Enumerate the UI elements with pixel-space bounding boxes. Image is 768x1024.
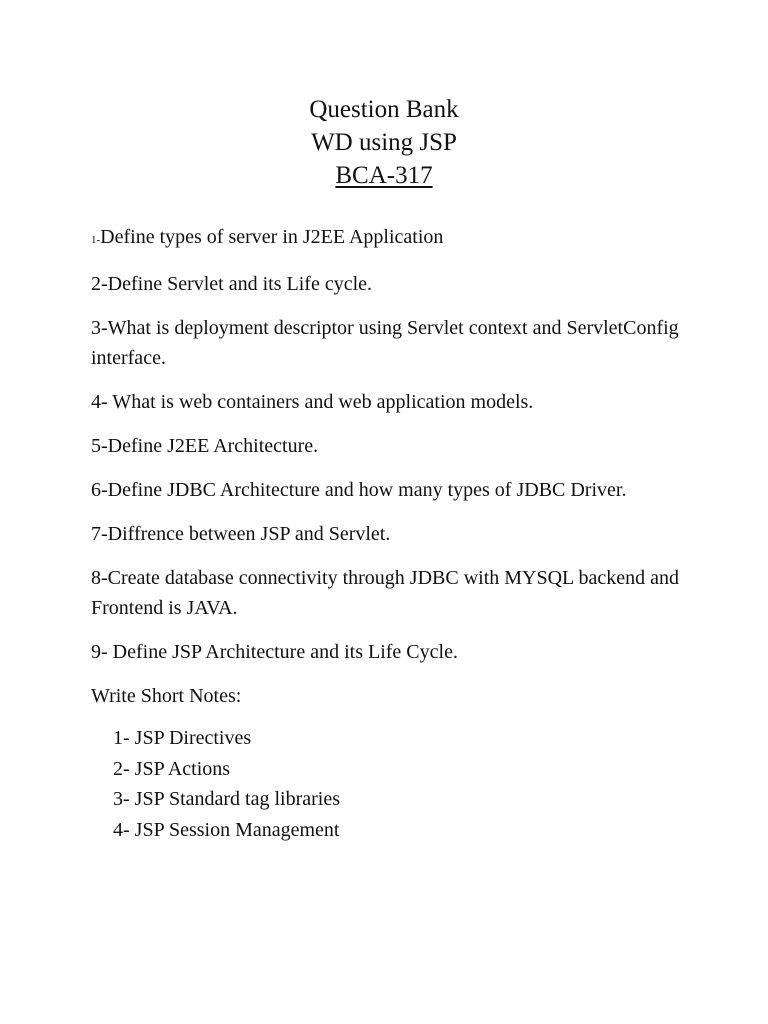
- question-text: What is deployment descriptor using Servlet context and ServletConfig interface.: [91, 317, 679, 369]
- short-note-item: [113, 784, 691, 815]
- question-item: [91, 222, 691, 255]
- short-note-item: [113, 815, 691, 846]
- question-text: What is web containers and web application models.: [107, 391, 534, 413]
- document-title: Question Bank: [309, 96, 459, 123]
- question-text: Define JDBC Architecture and how many types of JDBC Driver.: [107, 479, 627, 501]
- short-note-number: 2-: [113, 757, 130, 780]
- question-number: 4-: [91, 391, 108, 413]
- question-item: [91, 519, 691, 549]
- short-notes-list: [91, 723, 691, 845]
- question-number: 9-: [91, 641, 108, 663]
- question-item: [91, 269, 691, 299]
- question-item: [91, 313, 691, 373]
- question-item: [91, 637, 691, 667]
- short-note-number: 4-: [113, 818, 130, 841]
- question-text: Diffrence between JSP and Servlet.: [107, 523, 391, 545]
- question-number: 1-: [91, 234, 101, 246]
- question-number: 2-: [91, 273, 108, 295]
- question-list: [91, 222, 691, 845]
- question-item: [91, 475, 691, 505]
- question-text: Define JSP Architecture and its Life Cycle.: [107, 641, 458, 663]
- question-number: 7-: [91, 523, 108, 545]
- course-code: BCA-317: [335, 162, 433, 189]
- question-text: Define types of server in J2EE Application: [100, 226, 444, 248]
- question-number: 3-: [91, 317, 108, 339]
- question-item: [91, 387, 691, 417]
- short-note-text: JSP Standard tag libraries: [129, 788, 341, 810]
- short-note-item: [113, 754, 691, 785]
- short-note-number: 1-: [113, 727, 130, 749]
- short-notes-heading: Write Short Notes:: [91, 685, 242, 707]
- question-text: Define J2EE Architecture.: [107, 435, 319, 457]
- subject-title: WD using JSP: [311, 129, 457, 156]
- short-note-text: JSP Directives: [129, 727, 252, 749]
- short-note-item: [113, 723, 691, 754]
- short-note-text: JSP Session Management: [129, 818, 340, 841]
- short-note-number: 3-: [113, 788, 130, 810]
- question-text: Define Servlet and its Life cycle.: [107, 273, 373, 295]
- short-note-text: JSP Actions: [129, 757, 231, 780]
- question-text: Create database connectivity through JDBC with MYSQL backend and Frontend is JAVA.: [91, 567, 680, 619]
- question-number: 8-: [91, 567, 108, 589]
- title-block: [0, 93, 768, 192]
- question-number: 6-: [91, 479, 108, 501]
- question-item: [91, 563, 691, 623]
- question-number: 5-: [91, 435, 108, 457]
- question-item: [91, 431, 691, 461]
